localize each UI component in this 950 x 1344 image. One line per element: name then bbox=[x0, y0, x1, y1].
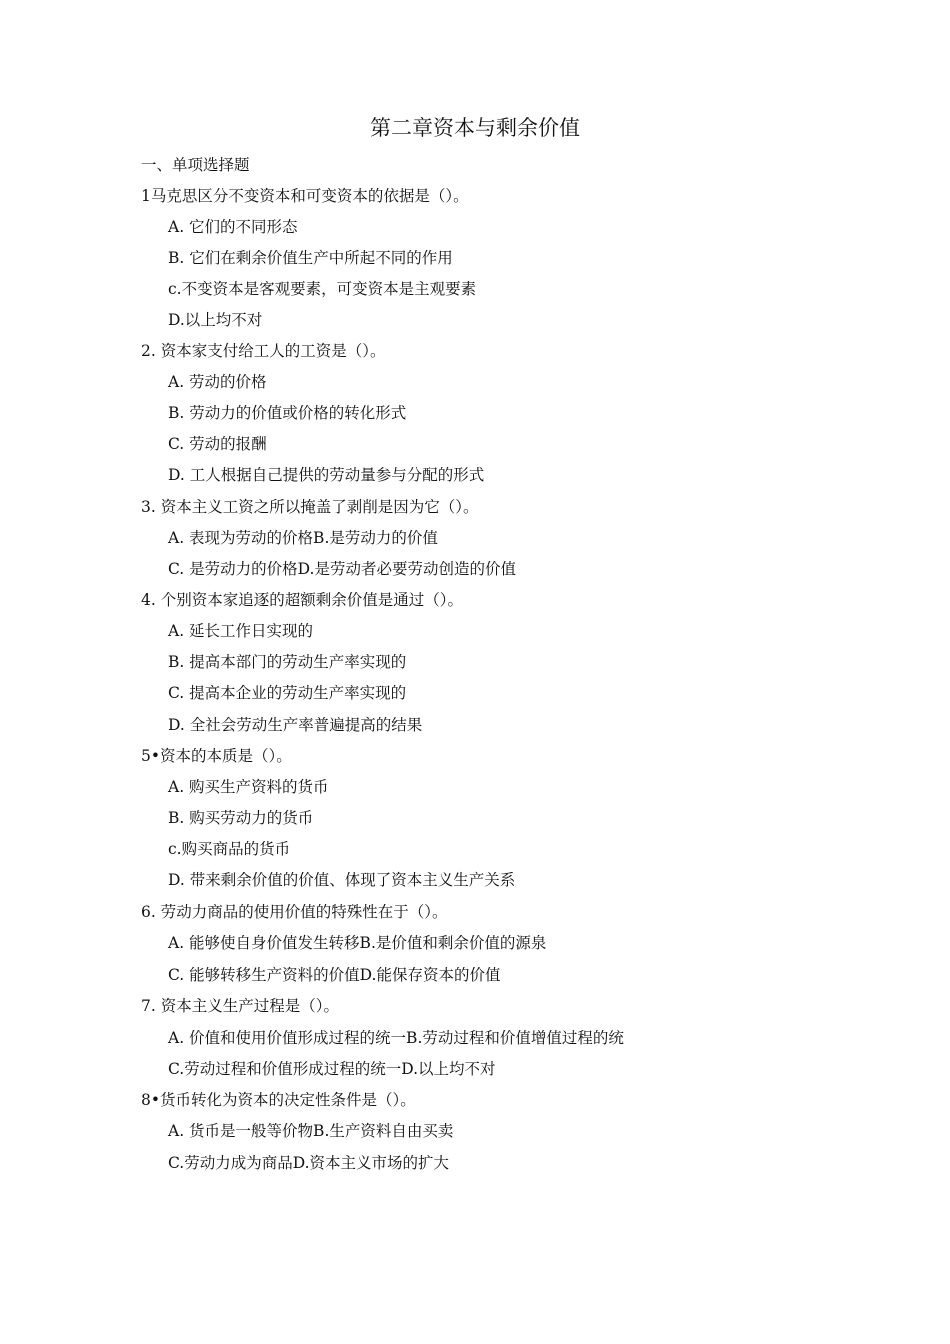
question-option: B. 购买劳动力的货币 bbox=[168, 809, 314, 827]
question-stem: 2. 资本家支付给工人的工资是（）。 bbox=[141, 342, 386, 360]
question-option: C. 劳动的报酬 bbox=[168, 435, 267, 453]
question-option: c.购买商品的货币 bbox=[168, 840, 291, 858]
section-heading: 一、单项选择题 bbox=[141, 156, 250, 174]
question-stem: 6. 劳动力商品的使用价值的特殊性在于（）。 bbox=[141, 903, 448, 921]
question-option: D. 全社会劳动生产率普遍提高的结果 bbox=[168, 716, 423, 734]
question-option: D. 工人根据自己提供的劳动量参与分配的形式 bbox=[168, 466, 485, 484]
question-option: A. 购买生产资料的货币 bbox=[168, 778, 329, 796]
question-option: c.不变资本是客观要素，可变资本是主观要素 bbox=[168, 280, 477, 298]
question-option: C. 是劳动力的价格D.是劳动者必要劳动创造的价值 bbox=[168, 560, 516, 578]
question-option: A. 货币是一般等价物B.生产资料自由买卖 bbox=[168, 1122, 454, 1140]
question-stem: 8•货币转化为资本的决定性条件是（）。 bbox=[141, 1091, 416, 1109]
page-title: 第二章资本与剩余价值 bbox=[370, 116, 580, 140]
question-option: A. 劳动的价格 bbox=[168, 373, 267, 391]
question-option: B. 它们在剩余价值生产中所起不同的作用 bbox=[168, 249, 453, 267]
question-stem: 5•资本的本质是（）。 bbox=[141, 747, 292, 765]
question-stem: 3. 资本主义工资之所以掩盖了剥削是因为它（）。 bbox=[141, 498, 479, 516]
question-option: B. 提高本部门的劳动生产率实现的 bbox=[168, 653, 407, 671]
question-stem: 4. 个别资本家追逐的超额剩余价值是通过（）。 bbox=[141, 591, 463, 609]
question-option: C. 提高本企业的劳动生产率实现的 bbox=[168, 684, 407, 702]
question-option: A. 表现为劳动的价格B.是劳动力的价值 bbox=[168, 529, 438, 547]
question-stem: 1马克思区分不变资本和可变资本的依据是（）。 bbox=[141, 187, 469, 205]
question-option: D.以上均不对 bbox=[168, 311, 263, 329]
question-option: A. 它们的不同形态 bbox=[168, 218, 298, 236]
question-stem: 7. 资本主义生产过程是（）。 bbox=[141, 997, 339, 1015]
question-option: A. 价值和使用价值形成过程的统一B.劳动过程和价值增值过程的统 bbox=[168, 1029, 624, 1047]
question-option: B. 劳动力的价值或价格的转化形式 bbox=[168, 404, 407, 422]
question-option: D. 带来剩余价值的价值、体现了资本主义生产关系 bbox=[168, 871, 516, 889]
question-option: C. 能够转移生产资料的价值D.能保存资本的价值 bbox=[168, 966, 501, 984]
question-option: A. 能够使自身价值发生转移B.是价值和剩余价值的源泉 bbox=[168, 934, 547, 952]
question-option: C.劳动过程和价值形成过程的统一D.以上均不对 bbox=[168, 1060, 496, 1078]
question-option: C.劳动力成为商品D.资本主义市场的扩大 bbox=[168, 1154, 450, 1172]
question-option: A. 延长工作日实现的 bbox=[168, 622, 314, 640]
